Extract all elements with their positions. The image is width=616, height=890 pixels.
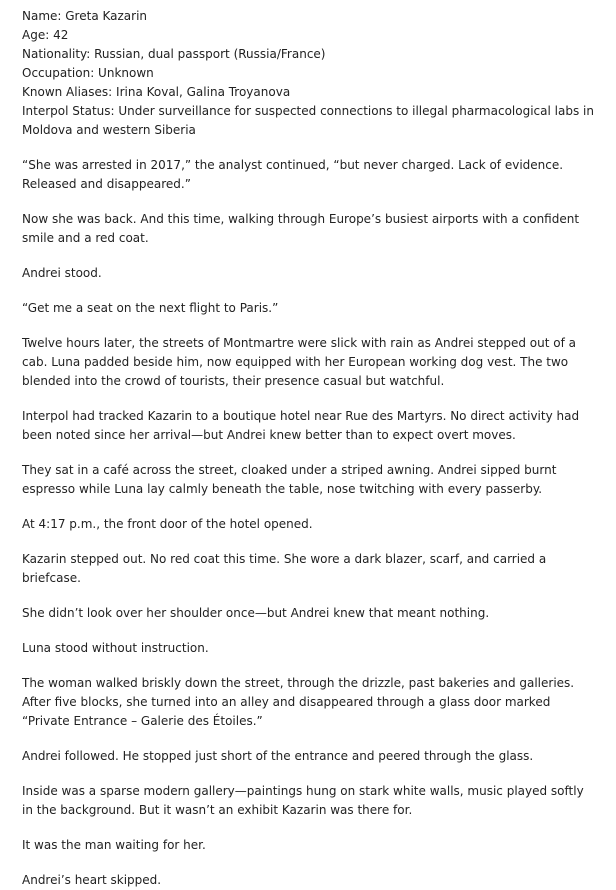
- profile-age: Age: 42: [22, 28, 69, 42]
- profile-interpol-status: Interpol Status: Under surveillance for suspected connections to illegal pharmacological labs in Moldova and western Siberia: [22, 104, 594, 137]
- paragraph: “She was arrested in 2017,” the analyst continued, “but never charged. Lack of evidence. Released and disappeared.”: [22, 158, 564, 191]
- paragraph: Interpol had tracked Kazarin to a boutique hotel near Rue des Martyrs. No direct activity had been noted since her arrival—but Andrei knew better than to expect overt moves.: [22, 409, 580, 442]
- paragraph: “Get me a seat on the next flight to Paris.”: [22, 301, 279, 315]
- paragraph: The woman walked briskly down the street, through the drizzle, past bakeries and galleries. After five blocks, she turned into an alley and disappeared through a glass door marked “Private Entrance – Galerie des Étoiles.”: [22, 676, 575, 728]
- paragraph: Inside was a sparse modern gallery—paintings hung on stark white walls, music played softly in the background. But it wasn’t an exhibit Kazarin was there for.: [22, 784, 584, 817]
- paragraph: Now she was back. And this time, walking through Europe’s busiest airports with a confident smile and a red coat.: [22, 212, 580, 245]
- paragraph: They sat in a café across the street, cloaked under a striped awning. Andrei sipped burnt espresso while Luna lay calmly beneath the table, nose twitching with every passerby.: [22, 463, 557, 496]
- paragraph: Kazarin stepped out. No red coat this time. She wore a dark blazer, scarf, and carried a briefcase.: [22, 552, 547, 585]
- profile-nationality: Nationality: Russian, dual passport (Russia/France): [22, 47, 326, 61]
- profile-aliases: Known Aliases: Irina Koval, Galina Troyanova: [22, 85, 291, 99]
- paragraph: She didn’t look over her shoulder once—but Andrei knew that meant nothing.: [22, 606, 490, 620]
- paragraph: Andrei stood.: [22, 266, 102, 280]
- paragraph: Andrei followed. He stopped just short of the entrance and peered through the glass.: [22, 749, 534, 763]
- paragraph: Luna stood without instruction.: [22, 641, 209, 655]
- paragraph: At 4:17 p.m., the front door of the hotel opened.: [22, 517, 313, 531]
- suspect-profile: [22, 7, 594, 140]
- paragraph: Twelve hours later, the streets of Montmartre were slick with rain as Andrei stepped out of a cab. Luna padded beside him, now equipped with her European working dog vest. The two blended into the crowd of tourists, their presence casual but watchful.: [22, 336, 576, 388]
- profile-occupation: Occupation: Unknown: [22, 66, 154, 80]
- paragraph: Andrei’s heart skipped.: [22, 873, 162, 887]
- paragraph: It was the man waiting for her.: [22, 838, 206, 852]
- profile-name: Name: Greta Kazarin: [22, 9, 148, 23]
